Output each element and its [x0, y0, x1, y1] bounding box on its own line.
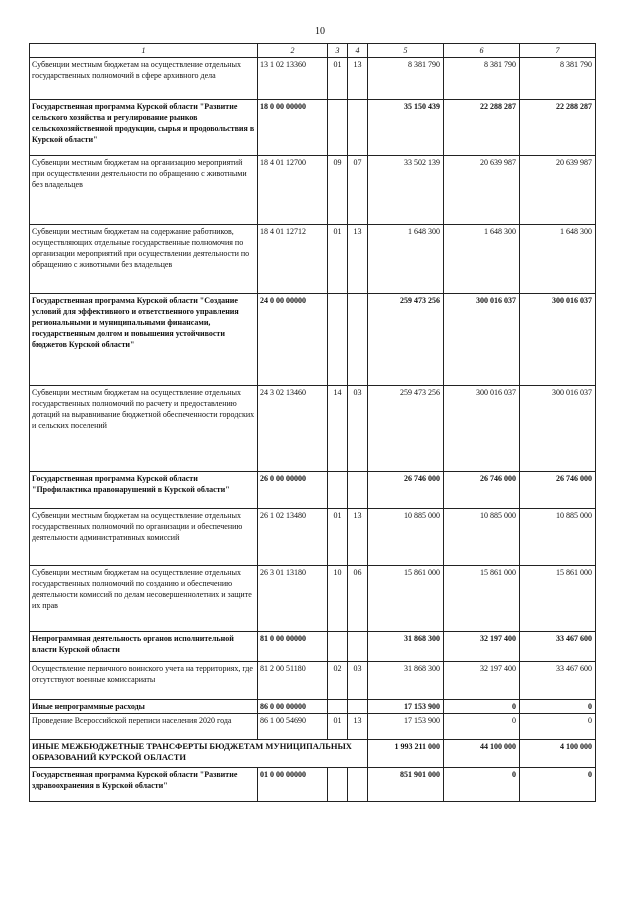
row-subsection: 13 — [348, 509, 368, 566]
row-code: 86 1 00 54690 — [258, 714, 328, 740]
table-row — [30, 700, 596, 714]
table-row — [30, 225, 596, 294]
header-col-1: 1 — [30, 44, 258, 58]
header-col-5: 5 — [368, 44, 444, 58]
row-name: Субвенции местным бюджетам на организацию мероприятий при осуществлении деятельности по обращению с животными без владельцев — [30, 156, 258, 225]
row-code: 81 0 00 00000 — [258, 632, 328, 662]
row-subsection: 06 — [348, 566, 368, 632]
row-name: Государственная программа Курской области "Развитие сельского хозяйства и регулирование рынков сельскохозяйственной продукции, сырья и продовольствия в Курской области" — [30, 100, 258, 156]
row-value-col5: 17 153 900 — [368, 700, 444, 714]
row-name: Государственная программа Курской области "Развитие здравоохранения в Курской области" — [30, 768, 258, 802]
row-section: 01 — [328, 225, 348, 294]
table-row — [30, 294, 596, 386]
row-section: 01 — [328, 509, 348, 566]
row-name: Субвенции местным бюджетам на содержание работников, осуществляющих отдельные государственные полномочия по организации мероприятий при осуществлении деятельности по обращению с животными без владельцев — [30, 225, 258, 294]
table-row — [30, 386, 596, 472]
row-value-col7: 15 861 000 — [520, 566, 596, 632]
header-col-3: 3 — [328, 44, 348, 58]
row-value-col5: 31 868 300 — [368, 632, 444, 662]
row-value-col7: 0 — [520, 768, 596, 802]
row-code: 18 4 01 12700 — [258, 156, 328, 225]
row-value-col6: 300 016 037 — [444, 386, 520, 472]
row-subsection — [348, 472, 368, 509]
row-section — [328, 700, 348, 714]
row-code: 26 1 02 13480 — [258, 509, 328, 566]
row-value-col5: 10 885 000 — [368, 509, 444, 566]
table-row — [30, 156, 596, 225]
row-value-col7: 33 467 600 — [520, 632, 596, 662]
row-name: Субвенции местным бюджетам на осуществление отдельных государственных полномочий по расчету и предоставлению дотаций на выравнивание бюджетной обеспеченности городских и сельских поселений — [30, 386, 258, 472]
row-value-col5: 8 381 790 — [368, 58, 444, 100]
row-value-col7: 10 885 000 — [520, 509, 596, 566]
row-value-col6: 0 — [444, 768, 520, 802]
row-value-col5: 31 868 300 — [368, 662, 444, 700]
row-value-col5: 26 746 000 — [368, 472, 444, 509]
row-name: Государственная программа Курской области "Создание условий для эффективного и ответственного управления региональными и муниципальными финансами, государственным долгом и повышения устойчивости бюджетов Курской области" — [30, 294, 258, 386]
table-row — [30, 566, 596, 632]
row-value-col7: 8 381 790 — [520, 58, 596, 100]
row-subsection: 07 — [348, 156, 368, 225]
table-row — [30, 632, 596, 662]
row-value-col6: 0 — [444, 700, 520, 714]
table-row — [30, 58, 596, 100]
row-code: 18 0 00 00000 — [258, 100, 328, 156]
row-name: Иные непрограммные расходы — [30, 700, 258, 714]
row-code: 26 0 00 00000 — [258, 472, 328, 509]
row-value-col5: 33 502 139 — [368, 156, 444, 225]
row-code: 24 3 02 13460 — [258, 386, 328, 472]
page-number: 10 — [315, 26, 325, 37]
table-row — [30, 472, 596, 509]
row-value-col5: 1 648 300 — [368, 225, 444, 294]
row-code: 26 3 01 13180 — [258, 566, 328, 632]
row-name: Непрограммная деятельность органов исполнительной власти Курской области — [30, 632, 258, 662]
row-code: 24 0 00 00000 — [258, 294, 328, 386]
row-subsection: 03 — [348, 386, 368, 472]
row-subsection: 13 — [348, 714, 368, 740]
table-header-row — [30, 44, 596, 58]
row-value-col7: 4 100 000 — [520, 740, 596, 768]
row-value-col6: 8 381 790 — [444, 58, 520, 100]
table-row — [30, 714, 596, 740]
budget-table — [29, 43, 596, 802]
row-section: 01 — [328, 58, 348, 100]
row-code: 86 0 00 00000 — [258, 700, 328, 714]
row-value-col6: 32 197 400 — [444, 662, 520, 700]
row-value-col5: 259 473 256 — [368, 386, 444, 472]
row-value-col6: 15 861 000 — [444, 566, 520, 632]
row-subsection: 03 — [348, 662, 368, 700]
row-value-col5: 851 901 000 — [368, 768, 444, 802]
row-value-col7: 300 016 037 — [520, 294, 596, 386]
row-name: Осуществление первичного воинского учета на территориях, где отсутствуют военные комиссариаты — [30, 662, 258, 700]
row-value-col7: 1 648 300 — [520, 225, 596, 294]
row-value-col5: 35 150 439 — [368, 100, 444, 156]
row-name: Субвенции местным бюджетам на осуществление отдельных государственных полномочий в сфере архивного дела — [30, 58, 258, 100]
table-row — [30, 768, 596, 802]
row-value-col5: 1 993 211 000 — [368, 740, 444, 768]
row-subsection — [348, 768, 368, 802]
row-value-col5: 17 153 900 — [368, 714, 444, 740]
row-section — [328, 472, 348, 509]
row-value-col5: 15 861 000 — [368, 566, 444, 632]
row-name: ИНЫЕ МЕЖБЮДЖЕТНЫЕ ТРАНСФЕРТЫ БЮДЖЕТАМ МУНИЦИПАЛЬНЫХ ОБРАЗОВАНИЙ КУРСКОЙ ОБЛАСТИ — [30, 740, 368, 768]
row-section: 10 — [328, 566, 348, 632]
row-section: 09 — [328, 156, 348, 225]
row-value-col6: 0 — [444, 714, 520, 740]
row-value-col7: 0 — [520, 700, 596, 714]
row-subsection — [348, 700, 368, 714]
row-name: Государственная программа Курской области "Профилактика правонарушений в Курской области" — [30, 472, 258, 509]
row-value-col7: 0 — [520, 714, 596, 740]
row-code: 18 4 01 12712 — [258, 225, 328, 294]
row-value-col6: 22 288 287 — [444, 100, 520, 156]
row-section — [328, 294, 348, 386]
table-row — [30, 509, 596, 566]
row-value-col6: 44 100 000 — [444, 740, 520, 768]
row-value-col7: 33 467 600 — [520, 662, 596, 700]
row-code: 01 0 00 00000 — [258, 768, 328, 802]
table-row — [30, 740, 596, 768]
row-code: 13 1 02 13360 — [258, 58, 328, 100]
row-subsection: 13 — [348, 58, 368, 100]
row-section — [328, 632, 348, 662]
row-value-col6: 10 885 000 — [444, 509, 520, 566]
row-section — [328, 768, 348, 802]
row-value-col5: 259 473 256 — [368, 294, 444, 386]
row-value-col7: 26 746 000 — [520, 472, 596, 509]
row-value-col6: 20 639 987 — [444, 156, 520, 225]
row-value-col6: 32 197 400 — [444, 632, 520, 662]
row-value-col6: 26 746 000 — [444, 472, 520, 509]
header-col-4: 4 — [348, 44, 368, 58]
row-value-col7: 22 288 287 — [520, 100, 596, 156]
row-name: Субвенции местным бюджетам на осуществление отдельных государственных полномочий по организации и обеспечению деятельности административных комиссий — [30, 509, 258, 566]
row-section — [328, 100, 348, 156]
row-section: 14 — [328, 386, 348, 472]
row-name: Субвенции местным бюджетам на осуществление отдельных государственных полномочий по созданию и обеспечению деятельности комиссий по делам несовершеннолетних и защите их прав — [30, 566, 258, 632]
row-value-col7: 20 639 987 — [520, 156, 596, 225]
row-section: 02 — [328, 662, 348, 700]
row-value-col6: 1 648 300 — [444, 225, 520, 294]
header-col-2: 2 — [258, 44, 328, 58]
header-col-7: 7 — [520, 44, 596, 58]
row-code: 81 2 00 51180 — [258, 662, 328, 700]
header-col-6: 6 — [444, 44, 520, 58]
row-subsection — [348, 632, 368, 662]
row-subsection — [348, 294, 368, 386]
row-section: 01 — [328, 714, 348, 740]
table-row — [30, 100, 596, 156]
row-value-col6: 300 016 037 — [444, 294, 520, 386]
row-subsection: 13 — [348, 225, 368, 294]
table-row — [30, 662, 596, 700]
row-name: Проведение Всероссийской переписи населения 2020 года — [30, 714, 258, 740]
row-subsection — [348, 100, 368, 156]
row-value-col7: 300 016 037 — [520, 386, 596, 472]
